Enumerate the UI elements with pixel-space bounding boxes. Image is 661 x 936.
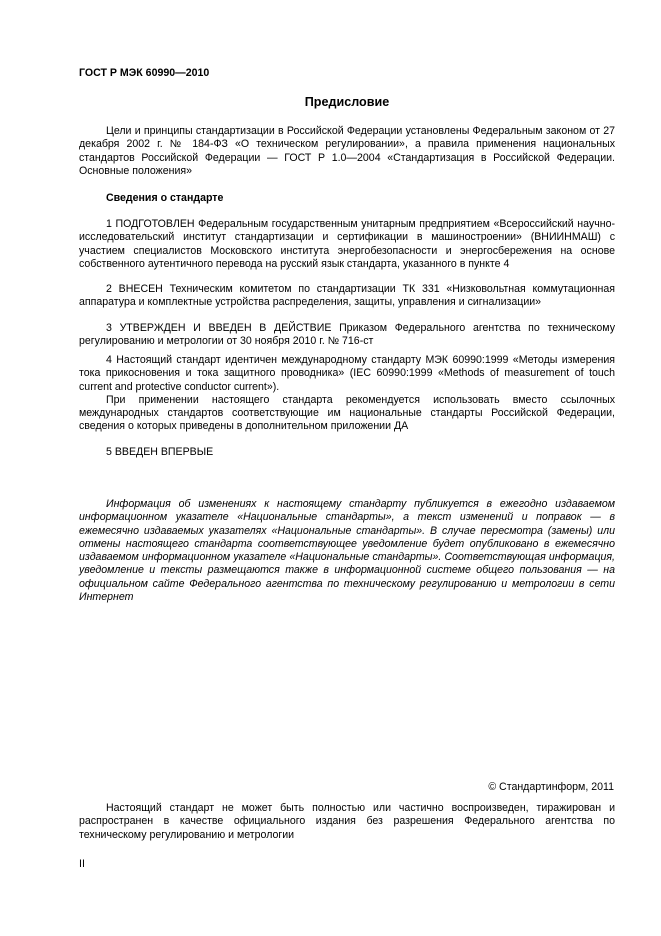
- list-item: 3 УТВЕРЖДЕН И ВВЕДЕН В ДЕЙСТВИЕ Приказом Федерального агентства по техническому регулированию и метрологии от 30 ноября 2010 г. № 716-ст: [79, 322, 615, 348]
- list-item: 5 ВВЕДЕН ВПЕРВЫЕ: [106, 446, 214, 458]
- item-1-block: [79, 218, 615, 271]
- list-item: 2 ВНЕСЕН Техническим комитетом по стандартизации ТК 331 «Низковольтная коммутационная аппаратура и комплектные устройства распределения, защиты, управления и сигнализации»: [79, 283, 615, 309]
- intro-block: [79, 125, 615, 178]
- list-item: 4 Настоящий стандарт идентичен международному стандарту МЭК 60990:1999 «Методы измерения тока прикосновения и тока защитного проводника» (IEC 60990:1999 «Methods of measurement of touch current and protective conductor current»).: [79, 354, 615, 393]
- item-3-block: [79, 322, 615, 349]
- page-number: II: [79, 858, 85, 870]
- document-code-header: ГОСТ Р МЭК 60990—2010: [79, 67, 210, 79]
- list-item-continuation: При применении настоящего стандарта рекомендуется использовать вместо ссылочных международных стандартов соответствующие им национальные стандарты Российской Федерации, сведения о которых приведены в дополнительном приложении ДА: [79, 393, 615, 433]
- reproduction-notice: Настоящий стандарт не может быть полностью или частично воспроизведен, тиражирован и распространен в качестве официального издания без разрешения Федерального агентства по техническому регулированию и метрологии: [79, 802, 615, 841]
- item-4-block: [79, 354, 615, 434]
- info-note-block: [79, 498, 615, 604]
- info-note: Информация об изменениях к настоящему стандарту публикуется в ежегодно издаваемом информационном указателе «Национальные стандарты», а текст изменений и поправок — в ежемесячно издаваемых указателях «Национальные стандарты». В случае пересмотра (замены) или отмены настоящего стандарта соответствующее уведомление будет опубликовано в ежемесячно издаваемом информационном указателе «Национальные стандарты». Соответствующая информация, уведомление и тексты размещаются также в информационной системе общего пользования — на официальном сайте Федерального агентства по техническому регулированию и метрологии в сети Интернет: [79, 498, 615, 604]
- item-5-block: [79, 446, 615, 459]
- reproduction-notice-block: [79, 802, 615, 842]
- list-item: 1 ПОДГОТОВЛЕН Федеральным государственным унитарным предприятием «Всероссийский научно-исследовательский институт стандартизации и сертификации в машиностроении» (ВНИИНМАШ) с участием специалистов Московского института энергобезопасности и энергосбережения на основе собственного аутентичного перевода на русский язык стандарта, указанного в пункте 4: [79, 218, 615, 270]
- intro-paragraph: Цели и принципы стандартизации в Российской Федерации установлены Федеральным законом от 27 декабря 2002 г. № 184-ФЗ «О техническом регулировании», а правила применения национальных стандартов Российской Федерации — ГОСТ Р 1.0—2004 «Стандартизация в Российской Федерации. Основные положения»: [79, 125, 615, 177]
- page-title: Предисловие: [304, 95, 390, 109]
- section-heading: Сведения о стандарте: [106, 192, 224, 204]
- item-2-block: [79, 283, 615, 310]
- copyright-line: © Стандартинформ, 2011: [488, 781, 614, 793]
- section-heading-block: [79, 192, 615, 205]
